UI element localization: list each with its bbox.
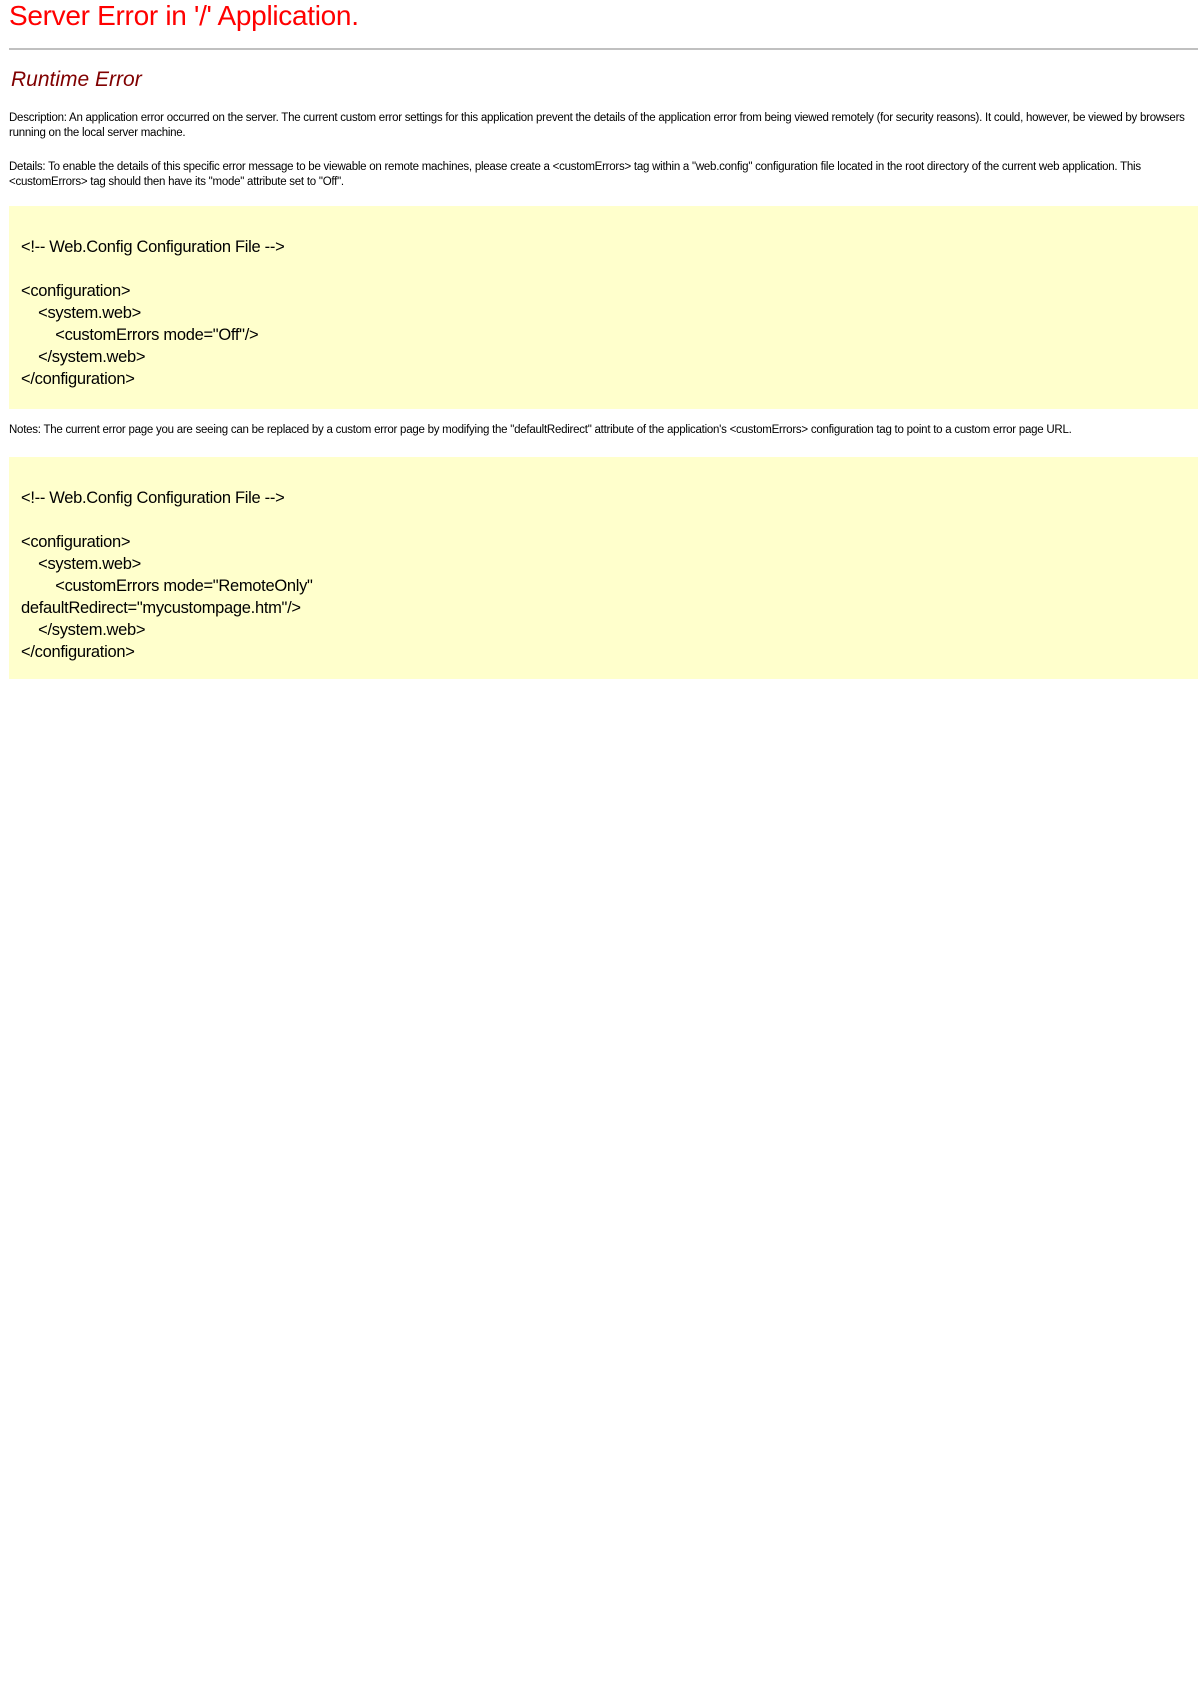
title-divider — [9, 48, 1198, 50]
error-notes: Notes: The current error page you are seeing can be replaced by a custom error page by modifying the "defaultRedirect" attribute of the application's <customErrors> configuration tag to point to a custom error page URL. — [9, 424, 1072, 436]
config-code-off: <!-- Web.Config Configuration File --> <configuration> <system.web> <customErrors mode="Off"/> </system.web> </configuration> — [21, 238, 285, 388]
config-code-block-off — [9, 206, 1198, 409]
config-code-block-remoteonly — [9, 457, 1198, 679]
error-description: Description: An application error occurred on the server. The current custom error settings for this application prevent the details of the application error from being viewed remotely (for security reasons). It could, however, be viewed by browsers running on the local server machine. — [9, 112, 1185, 139]
config-code-remoteonly: <!-- Web.Config Configuration File --> <configuration> <system.web> <customErrors mode="RemoteOnly" defaultRedirect="mycustompage.htm"/> </system.web> </configuration> — [21, 489, 313, 661]
error-subtitle: Runtime Error — [11, 68, 142, 91]
error-page — [9, 0, 1198, 679]
error-details: Details: To enable the details of this specific error message to be viewable on remote machines, please create a <customErrors> tag within a "web.config" configuration file located in the root directory of the current web application. This <customErrors> tag should then have its "mode" attribute set to "Off". — [9, 161, 1141, 188]
page-title: Server Error in '/' Application. — [9, 0, 359, 31]
